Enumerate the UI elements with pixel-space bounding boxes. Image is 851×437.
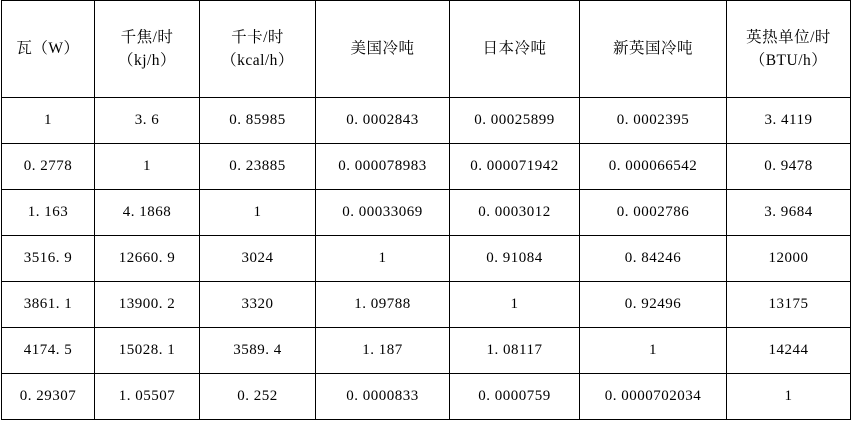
cell-value: 0. 0000759 (478, 388, 551, 405)
table-cell (200, 374, 316, 420)
table-header-row (2, 1, 851, 98)
cell-value: 0. 0000833 (346, 388, 419, 405)
cell-value: 1. 05507 (118, 388, 176, 405)
table-cell (580, 144, 727, 190)
table-cell (2, 190, 95, 236)
column-header-btuh-line2: （BTU/h） (749, 52, 828, 69)
unit-conversion-table (1, 0, 851, 420)
table-cell (95, 98, 200, 144)
column-header-watt (2, 1, 95, 98)
cell-value: 0. 2778 (23, 158, 73, 175)
cell-value: 4174. 5 (23, 342, 73, 359)
table-cell (580, 236, 727, 282)
table-cell (200, 282, 316, 328)
cell-value: 3. 9684 (764, 204, 813, 221)
cell-value: 3. 4119 (764, 112, 813, 129)
cell-value: 3589. 4 (233, 342, 282, 359)
cell-value: 1 (44, 112, 52, 129)
cell-value: 1. 187 (362, 342, 403, 359)
table-cell (2, 374, 95, 420)
table-row (2, 282, 851, 328)
cell-value: 0. 84246 (624, 250, 682, 267)
table-cell (200, 236, 316, 282)
cell-value: 13900. 2 (118, 296, 176, 313)
table-row (2, 144, 851, 190)
cell-value: 1. 163 (27, 204, 69, 221)
column-header-btuh-line1: 英热单位/时 (746, 28, 831, 46)
table-cell (727, 328, 851, 374)
cell-value: 1 (143, 158, 151, 175)
cell-value: 3320 (241, 296, 274, 313)
column-header-kjh-line1: 千焦/时 (120, 28, 174, 46)
cell-value: 0. 91084 (486, 250, 543, 267)
cell-value: 0. 85985 (229, 112, 286, 129)
cell-value: 12660. 9 (118, 250, 176, 267)
table-cell (316, 190, 450, 236)
column-header-btuh (727, 1, 851, 98)
cell-value: 1. 08117 (486, 342, 543, 359)
table-cell (95, 328, 200, 374)
column-header-kjh-line2: （kj/h） (117, 52, 177, 69)
cell-value: 0. 92496 (624, 296, 682, 313)
table-row (2, 190, 851, 236)
table-cell (2, 144, 95, 190)
table-cell (450, 190, 580, 236)
table-cell (450, 328, 580, 374)
table-cell (580, 328, 727, 374)
table-cell (450, 374, 580, 420)
cell-value: 12000 (768, 250, 809, 267)
cell-value: 0. 000066542 (608, 158, 698, 175)
table-cell (450, 282, 580, 328)
column-header-us-refrigeration-ton (316, 1, 450, 98)
cell-value: 1 (649, 342, 657, 359)
cell-value: 3. 6 (134, 112, 160, 129)
table-cell (200, 144, 316, 190)
cell-value: 1 (510, 296, 519, 313)
cell-value: 3861. 1 (23, 296, 73, 313)
cell-value: 0. 0002395 (616, 112, 690, 129)
table-cell (95, 282, 200, 328)
table-row (2, 328, 851, 374)
cell-value: 1 (784, 388, 793, 405)
column-header-watt-line1: 瓦（W） (16, 40, 80, 58)
cell-value: 0. 000071942 (470, 158, 559, 175)
cell-value: 15028. 1 (118, 342, 176, 359)
table-cell (580, 374, 727, 420)
column-header-japan-refrigeration-ton (450, 1, 580, 98)
table-cell (727, 98, 851, 144)
cell-value: 3516. 9 (23, 250, 73, 267)
cell-value: 0. 252 (237, 388, 278, 405)
cell-value: 3024 (241, 250, 274, 267)
column-header-kcalh-line2: （kcal/h） (221, 52, 294, 69)
cell-value: 0. 23885 (229, 158, 286, 175)
cell-value: 1. 09788 (354, 296, 411, 313)
table-header (2, 1, 851, 98)
table-row (2, 98, 851, 144)
table-cell (316, 374, 450, 420)
table-row (2, 374, 851, 420)
table-cell (580, 190, 727, 236)
table-cell (316, 144, 450, 190)
table-cell (2, 282, 95, 328)
table-cell (727, 190, 851, 236)
cell-value: 0. 9478 (764, 158, 813, 175)
table-cell (2, 328, 95, 374)
column-header-japan-refrigeration-ton-line1: 日本冷吨 (482, 40, 547, 58)
cell-value: 4. 1868 (122, 204, 172, 221)
cell-value: 1 (378, 250, 387, 267)
column-header-kcalh-line1: 千卡/时 (231, 28, 284, 46)
table-cell (727, 374, 851, 420)
column-header-us-refrigeration-ton-line1: 美国冷吨 (350, 40, 415, 58)
table-cell (2, 236, 95, 282)
cell-value: 0. 0002786 (616, 204, 690, 221)
table-cell (95, 190, 200, 236)
cell-value: 0. 0003012 (478, 204, 551, 221)
column-header-new-uk-refrigeration-ton (580, 1, 727, 98)
cell-value: 0. 29307 (19, 388, 77, 405)
table-cell (450, 236, 580, 282)
table-cell (727, 144, 851, 190)
cell-value: 1 (253, 204, 262, 221)
table-cell (316, 328, 450, 374)
cell-value: 14244 (768, 342, 809, 359)
column-header-kjh (95, 1, 200, 98)
table-cell (2, 98, 95, 144)
cell-value: 0. 0002843 (346, 112, 419, 129)
table-cell (450, 98, 580, 144)
table-cell (200, 190, 316, 236)
table-cell (95, 144, 200, 190)
cell-value: 0. 00033069 (342, 204, 423, 221)
table-cell (316, 98, 450, 144)
cell-value: 13175 (768, 296, 809, 313)
table-cell (200, 98, 316, 144)
column-header-new-uk-refrigeration-ton-line1: 新英国冷吨 (612, 40, 693, 58)
table-cell (316, 282, 450, 328)
table-cell (580, 282, 727, 328)
table-cell (95, 374, 200, 420)
table-cell (316, 236, 450, 282)
table-row (2, 236, 851, 282)
table-cell (727, 282, 851, 328)
table-cell (727, 236, 851, 282)
cell-value: 0. 000078983 (338, 158, 427, 175)
table-cell (450, 144, 580, 190)
table-body (2, 98, 851, 420)
table-cell (200, 328, 316, 374)
column-header-kcalh (200, 1, 316, 98)
table-cell (580, 98, 727, 144)
cell-value: 0. 0000702034 (604, 388, 702, 405)
cell-value: 0. 00025899 (474, 112, 555, 129)
table-cell (95, 236, 200, 282)
